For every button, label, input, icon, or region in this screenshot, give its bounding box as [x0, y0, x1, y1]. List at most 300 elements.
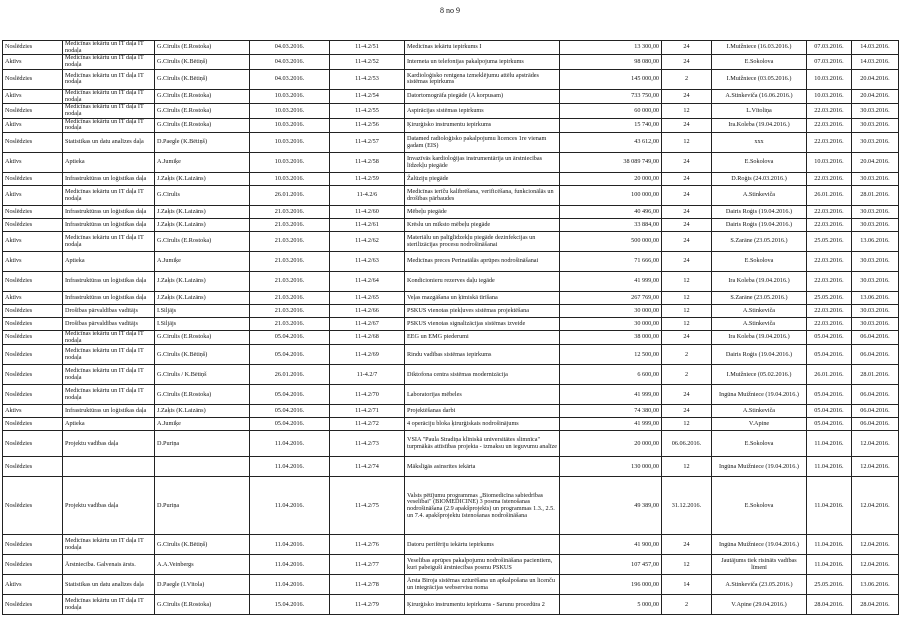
end-date-cell: 06.04.2016. — [852, 345, 899, 365]
end-date-cell: 30.03.2016. — [852, 118, 899, 132]
end-date-cell: 13.06.2016. — [852, 575, 899, 595]
end-date-cell: 13.06.2016. — [852, 232, 899, 252]
responsible-cell: S.Zarāne (23.05.2016.) — [712, 292, 807, 305]
responsible-cell: Ira.Koleba (19.04.2016.) — [712, 118, 807, 132]
term-cell: 24 — [662, 186, 712, 206]
date-cell: 11.04.2016. — [250, 575, 330, 595]
responsible-cell: E.Sokolova — [712, 153, 807, 173]
status-cell: Noslēdzies — [3, 219, 63, 232]
department-cell: Statistikas un datu analīzes daļa — [63, 575, 155, 595]
table-row — [3, 272, 899, 292]
status-cell: Aktīvs — [3, 153, 63, 173]
department-cell: Medicīnas iekārtu un IT daļa IT nodaļa — [63, 345, 155, 365]
start-date-cell: 28.04.2016. — [807, 595, 852, 615]
reference-number-cell: 11-4.2/58 — [330, 153, 405, 173]
start-date-cell: 10.03.2016. — [807, 69, 852, 89]
table-row — [3, 365, 899, 385]
subject-cell: Medicīnas iekārtu iepirkums I — [405, 41, 560, 55]
term-cell: 12 — [662, 555, 712, 575]
amount-cell: 38 089 749,00 — [560, 153, 662, 173]
date-cell: 10.03.2016. — [250, 173, 330, 186]
reference-number-cell: 11-4.2/60 — [330, 206, 405, 219]
amount-cell: 733 750,00 — [560, 89, 662, 103]
reference-number-cell: 11-4.2/52 — [330, 55, 405, 69]
department-cell: Infrastruktūras un loģistikas daļa — [63, 219, 155, 232]
responsible-cell: Jautājums tiek risināts vadības līmenī — [712, 555, 807, 575]
date-cell: 11.04.2016. — [250, 457, 330, 477]
responsible-cell: E.Sokolova — [712, 431, 807, 457]
end-date-cell: 14.03.2016. — [852, 41, 899, 55]
contact-person-cell: J.Zaķis (K.Laizāns) — [155, 206, 250, 219]
responsible-cell: S.Zarāne (23.05.2016.) — [712, 232, 807, 252]
table-row — [3, 305, 899, 318]
term-cell: 24 — [662, 173, 712, 186]
department-cell: Drošības pārvaldības vadītājs — [63, 318, 155, 331]
start-date-cell: 25.05.2016. — [807, 292, 852, 305]
contact-person-cell: I.Siljājs — [155, 318, 250, 331]
table-row — [3, 133, 899, 153]
reference-number-cell: 11-4.2/74 — [330, 457, 405, 477]
contact-person-cell — [155, 457, 250, 477]
subject-cell: Medicīnas ierīču kalibrēšana, verificēšana, funkcionālās un drošības pārbaudes — [405, 186, 560, 206]
department-cell: Projektu vadības daļa — [63, 477, 155, 535]
subject-cell: Mēbeļu piegāde — [405, 206, 560, 219]
date-cell: 21.03.2016. — [250, 219, 330, 232]
start-date-cell: 05.04.2016. — [807, 345, 852, 365]
responsible-cell: V.Apine (29.04.2016.) — [712, 595, 807, 615]
table-row — [3, 331, 899, 345]
status-cell: Noslēdzies — [3, 133, 63, 153]
reference-number-cell: 11-4.2/71 — [330, 405, 405, 418]
start-date-cell: 11.04.2016. — [807, 477, 852, 535]
contact-person-cell: D.Paegle (I.Vītola) — [155, 575, 250, 595]
end-date-cell: 12.04.2016. — [852, 477, 899, 535]
term-cell: 24 — [662, 153, 712, 173]
reference-number-cell: 11-4.2/61 — [330, 219, 405, 232]
department-cell: Medicīnas iekārtu un IT daļa IT nodaļa — [63, 104, 155, 118]
term-cell: 12 — [662, 318, 712, 331]
start-date-cell: 07.03.2016. — [807, 55, 852, 69]
department-cell: Medicīnas iekārtu un IT daļa IT nodaļa — [63, 41, 155, 55]
department-cell — [63, 457, 155, 477]
contact-person-cell: G.Cīrulis (K.Bētiņš) — [155, 535, 250, 555]
subject-cell: Laboratorijas mēbeles — [405, 385, 560, 405]
reference-number-cell: 11-4.2/75 — [330, 477, 405, 535]
subject-cell: Mākslīgās asinsrites iekārta — [405, 457, 560, 477]
contact-person-cell: A.A.Veinbergs — [155, 555, 250, 575]
date-cell: 26.01.2016. — [250, 186, 330, 206]
date-cell: 21.03.2016. — [250, 305, 330, 318]
start-date-cell: 11.04.2016. — [807, 431, 852, 457]
department-cell: Medicīnas iekārtu un IT daļa IT nodaļa — [63, 232, 155, 252]
end-date-cell: 12.04.2016. — [852, 431, 899, 457]
reference-number-cell: 11-4.2/56 — [330, 118, 405, 132]
date-cell: 05.04.2016. — [250, 405, 330, 418]
subject-cell: Veļas mazgāšana un ķīmiskā tīrīšana — [405, 292, 560, 305]
start-date-cell: 07.03.2016. — [807, 41, 852, 55]
table-row — [3, 118, 899, 132]
contact-person-cell: D.Paegle (K.Bētiņš) — [155, 133, 250, 153]
term-cell: 24 — [662, 331, 712, 345]
responsible-cell: A.Stinkeviča — [712, 305, 807, 318]
start-date-cell: 22.03.2016. — [807, 252, 852, 272]
start-date-cell: 26.01.2016. — [807, 365, 852, 385]
contact-person-cell: J.Zaķis (K.Laizāns) — [155, 173, 250, 186]
responsible-cell: A.Stinkeviča — [712, 186, 807, 206]
subject-cell: Interneta un telefonijas pakalpojuma iepirkums — [405, 55, 560, 69]
term-cell: 24 — [662, 385, 712, 405]
term-cell: 24 — [662, 405, 712, 418]
start-date-cell: 22.03.2016. — [807, 305, 852, 318]
amount-cell: 43 612,00 — [560, 133, 662, 153]
table-row — [3, 431, 899, 457]
responsible-cell: Dairis Roģis (19.04.2016.) — [712, 345, 807, 365]
subject-cell: Veselības aprūpes pakalpojumu nodrošināšana pacientiem, kuri pabeiguši ārstniecības posmu PSKUS — [405, 555, 560, 575]
amount-cell: 267 769,00 — [560, 292, 662, 305]
status-cell: Aktīvs — [3, 118, 63, 132]
table-row — [3, 405, 899, 418]
start-date-cell: 25.05.2016. — [807, 232, 852, 252]
reference-number-cell: 11-4.2/68 — [330, 331, 405, 345]
end-date-cell: 28.01.2016. — [852, 186, 899, 206]
contact-person-cell: A.Jumiķe — [155, 153, 250, 173]
term-cell: 24 — [662, 252, 712, 272]
contact-person-cell: G.Cīrulis (K.Bētiņš) — [155, 55, 250, 69]
status-cell: Aktīvs — [3, 405, 63, 418]
table-row — [3, 89, 899, 103]
date-cell: 10.03.2016. — [250, 118, 330, 132]
subject-cell: VSIA "Paula Stradiņa klīniskā universitātes slimnīca" turpmākās attīstības projekta - izmaksu un ieguvumu analīze — [405, 431, 560, 457]
table-row — [3, 55, 899, 69]
amount-cell: 33 884,00 — [560, 219, 662, 232]
status-cell: Noslēdzies — [3, 365, 63, 385]
term-cell: 12 — [662, 104, 712, 118]
end-date-cell: 12.04.2016. — [852, 457, 899, 477]
department-cell: Medicīnas iekārtu un IT daļa IT nodaļa — [63, 69, 155, 89]
end-date-cell: 30.03.2016. — [852, 133, 899, 153]
department-cell: Aptieka — [63, 252, 155, 272]
date-cell: 05.04.2016. — [250, 331, 330, 345]
status-cell: Noslēdzies — [3, 385, 63, 405]
subject-cell: PSKUS vienotas signalizācijas sistēmas izveide — [405, 318, 560, 331]
start-date-cell: 11.04.2016. — [807, 535, 852, 555]
responsible-cell: E.Sokolova — [712, 55, 807, 69]
subject-cell: Ārsta Biroja sistēmas uzturēšana un apkalpošana un licenču un integrācijas webservisu noma — [405, 575, 560, 595]
amount-cell: 6 600,00 — [560, 365, 662, 385]
subject-cell: Kondicionieru rezerves daļu iegāde — [405, 272, 560, 292]
status-cell: Aktīvs — [3, 55, 63, 69]
table-row — [3, 457, 899, 477]
contact-person-cell: G.Cīrulis (E.Rostoka) — [155, 232, 250, 252]
term-cell: 24 — [662, 55, 712, 69]
end-date-cell: 28.01.2016. — [852, 365, 899, 385]
end-date-cell: 30.03.2016. — [852, 318, 899, 331]
page-number: 8 no 9 — [440, 6, 460, 15]
amount-cell: 49 389,00 — [560, 477, 662, 535]
status-cell: Noslēdzies — [3, 206, 63, 219]
responsible-cell: I.Muižniece (03.05.2016.) — [712, 69, 807, 89]
start-date-cell: 22.03.2016. — [807, 133, 852, 153]
reference-number-cell: 11-4.2/72 — [330, 418, 405, 431]
contact-person-cell: G.Cīrulis (E.Rostoka) — [155, 331, 250, 345]
department-cell: Medicīnas iekārtu un IT daļa IT nodaļa — [63, 89, 155, 103]
department-cell: Infrastruktūras un loģistikas daļa — [63, 292, 155, 305]
start-date-cell: 25.05.2016. — [807, 575, 852, 595]
contact-person-cell: G.Cīrulis (E.Rostoka) — [155, 118, 250, 132]
amount-cell: 196 000,00 — [560, 575, 662, 595]
subject-cell: Invazīvās kardioloģijas instrumentārija un ārstniecības līdzekļu piegāde — [405, 153, 560, 173]
status-cell: Noslēdzies — [3, 318, 63, 331]
start-date-cell: 22.03.2016. — [807, 272, 852, 292]
amount-cell: 145 000,00 — [560, 69, 662, 89]
end-date-cell: 20.04.2016. — [852, 153, 899, 173]
end-date-cell: 30.03.2016. — [852, 173, 899, 186]
subject-cell: Krēslu un mīksto mēbeļu piegāde — [405, 219, 560, 232]
status-cell: Noslēdzies — [3, 173, 63, 186]
table-row — [3, 345, 899, 365]
contact-person-cell: G.Cīrulis (E.Rostoka) — [155, 41, 250, 55]
table-row — [3, 153, 899, 173]
amount-cell: 20 000,00 — [560, 173, 662, 186]
date-cell: 15.04.2016. — [250, 595, 330, 615]
start-date-cell: 05.04.2016. — [807, 385, 852, 405]
responsible-cell: Ingūna Muižniece (19.04.2016.) — [712, 457, 807, 477]
amount-cell: 20 000,00 — [560, 431, 662, 457]
subject-cell: EEG un EMG piederumi — [405, 331, 560, 345]
status-cell: Noslēdzies — [3, 345, 63, 365]
procurement-table — [2, 40, 899, 615]
table-row — [3, 206, 899, 219]
date-cell: 21.03.2016. — [250, 318, 330, 331]
department-cell: Medicīnas iekārtu un IT daļa IT nodaļa — [63, 365, 155, 385]
subject-cell: Valsts pētījumu programmas „Biomedicīna sabiedrības veselībai" (BIOMEDICINE) 3 posma īstenošanas nodrošināšana (2.9 apakšprojekts) un programmas 1.3., 2.5. un 7.4. apakšprojektu īstenošanas nodrošināšana — [405, 477, 560, 535]
table-row — [3, 252, 899, 272]
status-cell: Aktīvs — [3, 232, 63, 252]
status-cell: Noslēdzies — [3, 69, 63, 89]
responsible-cell: A.Stinkeviča — [712, 405, 807, 418]
amount-cell: 71 666,00 — [560, 252, 662, 272]
table-row — [3, 219, 899, 232]
table-row — [3, 69, 899, 89]
amount-cell: 13 300,00 — [560, 41, 662, 55]
reference-number-cell: 11-4.2/65 — [330, 292, 405, 305]
end-date-cell: 30.03.2016. — [852, 252, 899, 272]
end-date-cell: 12.04.2016. — [852, 535, 899, 555]
status-cell: Noslēdzies — [3, 331, 63, 345]
responsible-cell: A.Stinkeviča (23.05.2016.) — [712, 575, 807, 595]
start-date-cell: 22.03.2016. — [807, 206, 852, 219]
amount-cell: 15 740,00 — [560, 118, 662, 132]
amount-cell: 41 999,00 — [560, 272, 662, 292]
reference-number-cell: 11-4.2/59 — [330, 173, 405, 186]
table-row — [3, 41, 899, 55]
responsible-cell: A.Stinkeviča (16.06.2016.) — [712, 89, 807, 103]
date-cell: 21.03.2016. — [250, 252, 330, 272]
amount-cell: 41 999,00 — [560, 418, 662, 431]
date-cell: 21.03.2016. — [250, 206, 330, 219]
amount-cell: 38 000,00 — [560, 331, 662, 345]
contact-person-cell: G.Cīrulis (E.Rostoka) — [155, 595, 250, 615]
subject-cell: Datortomogrāfa piegāde (A korpusam) — [405, 89, 560, 103]
responsible-cell: A.Stinkeviča — [712, 318, 807, 331]
table-row — [3, 477, 899, 535]
department-cell: Medicīnas iekārtu un IT daļa IT nodaļa — [63, 118, 155, 132]
start-date-cell: 22.03.2016. — [807, 318, 852, 331]
contact-person-cell: G.Cīrulis — [155, 186, 250, 206]
reference-number-cell: 11-4.2/69 — [330, 345, 405, 365]
term-cell: 24 — [662, 232, 712, 252]
status-cell: Noslēdzies — [3, 595, 63, 615]
department-cell: Ārstniecība. Galvenais ārsts. — [63, 555, 155, 575]
term-cell: 12 — [662, 457, 712, 477]
end-date-cell: 06.04.2016. — [852, 405, 899, 418]
contact-person-cell: D.Puriņa — [155, 477, 250, 535]
date-cell: 11.04.2016. — [250, 535, 330, 555]
term-cell: 2 — [662, 345, 712, 365]
term-cell: 31.12.2016. — [662, 477, 712, 535]
status-cell: Noslēdzies — [3, 457, 63, 477]
end-date-cell: 06.04.2016. — [852, 385, 899, 405]
status-cell: Aktīvs — [3, 252, 63, 272]
amount-cell: 60 000,00 — [560, 104, 662, 118]
subject-cell: Ķirurģisko instrumentu iepirkums — [405, 118, 560, 132]
date-cell: 11.04.2016. — [250, 555, 330, 575]
department-cell: Infrastruktūras un loģistikas daļa — [63, 272, 155, 292]
reference-number-cell: 11-4.2/62 — [330, 232, 405, 252]
end-date-cell: 30.03.2016. — [852, 219, 899, 232]
term-cell: 12 — [662, 305, 712, 318]
department-cell: Infrastruktūras un loģistikas daļa — [63, 206, 155, 219]
status-cell: Noslēdzies — [3, 41, 63, 55]
term-cell: 06.06.2016. — [662, 431, 712, 457]
amount-cell: 30 000,00 — [560, 318, 662, 331]
department-cell: Projektu vadības daļa — [63, 431, 155, 457]
department-cell: Infrastruktūras un loģistikas daļa — [63, 173, 155, 186]
start-date-cell: 05.04.2016. — [807, 331, 852, 345]
responsible-cell: Dairis Roģis (19.04.2016.) — [712, 219, 807, 232]
subject-cell: PSKUS vienotas piekļuves sistēmas projektēšana — [405, 305, 560, 318]
responsible-cell: E.Sokolova — [712, 477, 807, 535]
start-date-cell: 22.03.2016. — [807, 219, 852, 232]
term-cell: 24 — [662, 535, 712, 555]
term-cell: 2 — [662, 365, 712, 385]
amount-cell: 100 000,00 — [560, 186, 662, 206]
end-date-cell: 28.04.2016. — [852, 595, 899, 615]
date-cell: 04.03.2016. — [250, 55, 330, 69]
responsible-cell: I.Muižniece (05.02.2016.) — [712, 365, 807, 385]
start-date-cell: 10.03.2016. — [807, 153, 852, 173]
term-cell: 2 — [662, 69, 712, 89]
date-cell: 10.03.2016. — [250, 153, 330, 173]
subject-cell: Kardioloģisko rentgena izmeklējumu attēlu apstrādes sistēmas iepirkums — [405, 69, 560, 89]
status-cell: Noslēdzies — [3, 418, 63, 431]
department-cell: Medicīnas iekārtu un IT daļa IT nodaļa — [63, 595, 155, 615]
table-row — [3, 292, 899, 305]
contact-person-cell: G.Cīrulis (K.Bētiņš) — [155, 69, 250, 89]
department-cell: Aptieka — [63, 418, 155, 431]
subject-cell: Diktofona centra sistēmas modernizācija — [405, 365, 560, 385]
contact-person-cell: G.Cīrulis (E.Rostoka) — [155, 385, 250, 405]
term-cell: 24 — [662, 41, 712, 55]
responsible-cell: xxx — [712, 133, 807, 153]
term-cell: 12 — [662, 133, 712, 153]
department-cell: Aptieka — [63, 153, 155, 173]
table-row — [3, 595, 899, 615]
subject-cell: Datoru perifēriju iekārtu iepirkums — [405, 535, 560, 555]
term-cell: 14 — [662, 575, 712, 595]
date-cell: 26.01.2016. — [250, 365, 330, 385]
date-cell: 04.03.2016. — [250, 41, 330, 55]
end-date-cell: 30.03.2016. — [852, 206, 899, 219]
table-row — [3, 418, 899, 431]
contact-person-cell: J.Zaķis (K.Laizāns) — [155, 405, 250, 418]
subject-cell: Medicīnas preces Perinatālās aprūpes nodrošināšanai — [405, 252, 560, 272]
table-row — [3, 318, 899, 331]
date-cell: 05.04.2016. — [250, 418, 330, 431]
department-cell: Medicīnas iekārtu un IT daļa IT nodaļa — [63, 55, 155, 69]
responsible-cell: V.Apine — [712, 418, 807, 431]
responsible-cell: Ira Koleba (19.04.2016.) — [712, 272, 807, 292]
start-date-cell: 11.04.2016. — [807, 555, 852, 575]
term-cell: 2 — [662, 595, 712, 615]
amount-cell: 5 000,00 — [560, 595, 662, 615]
table-row — [3, 173, 899, 186]
department-cell: Medicīnas iekārtu un IT daļa IT nodaļa — [63, 385, 155, 405]
end-date-cell: 30.03.2016. — [852, 272, 899, 292]
amount-cell: 40 496,00 — [560, 206, 662, 219]
reference-number-cell: 11-4.2/54 — [330, 89, 405, 103]
status-cell: Aktīvs — [3, 575, 63, 595]
start-date-cell: 22.03.2016. — [807, 104, 852, 118]
contact-person-cell: J.Zaķis (K.Laizāns) — [155, 219, 250, 232]
reference-number-cell: 11-4.2/77 — [330, 555, 405, 575]
date-cell: 05.04.2016. — [250, 385, 330, 405]
table-row — [3, 385, 899, 405]
status-cell: Aktīvs — [3, 292, 63, 305]
term-cell: 12 — [662, 418, 712, 431]
reference-number-cell: 11-4.2/70 — [330, 385, 405, 405]
status-cell: Noslēdzies — [3, 305, 63, 318]
reference-number-cell: 11-4.2/76 — [330, 535, 405, 555]
reference-number-cell: 11-4.2/78 — [330, 575, 405, 595]
amount-cell: 500 000,00 — [560, 232, 662, 252]
end-date-cell: 12.04.2016. — [852, 555, 899, 575]
amount-cell: 12 500,00 — [560, 345, 662, 365]
term-cell: 12 — [662, 272, 712, 292]
subject-cell: Žalūziju piegāde — [405, 173, 560, 186]
start-date-cell: 05.04.2016. — [807, 418, 852, 431]
department-cell: Medicīnas iekārtu un IT daļa IT nodaļa — [63, 535, 155, 555]
responsible-cell: L.Vītoliņa — [712, 104, 807, 118]
table-row — [3, 575, 899, 595]
subject-cell: Rindu vadības sistēmas iepirkums — [405, 345, 560, 365]
contact-person-cell: A.Jumiķe — [155, 252, 250, 272]
subject-cell: Materiālu un palīglīdzekļu piegāde dezinfekcijas un sterilizācijas procesu nodrošināšanai — [405, 232, 560, 252]
status-cell: Aktīvs — [3, 89, 63, 103]
table-row — [3, 535, 899, 555]
start-date-cell: 22.03.2016. — [807, 118, 852, 132]
responsible-cell: I.Muižniece (16.03.2016.) — [712, 41, 807, 55]
end-date-cell: 06.04.2016. — [852, 331, 899, 345]
table-row — [3, 104, 899, 118]
reference-number-cell: 11-4.2/55 — [330, 104, 405, 118]
end-date-cell: 30.03.2016. — [852, 104, 899, 118]
contact-person-cell: J.Zaķis (K.Laizāns) — [155, 292, 250, 305]
contact-person-cell: A.Jumiķe — [155, 418, 250, 431]
subject-cell: Datamed radioloģisko pakalpojumu licences 1re vienam gadam (EIS) — [405, 133, 560, 153]
date-cell: 05.04.2016. — [250, 345, 330, 365]
amount-cell: 74 380,00 — [560, 405, 662, 418]
